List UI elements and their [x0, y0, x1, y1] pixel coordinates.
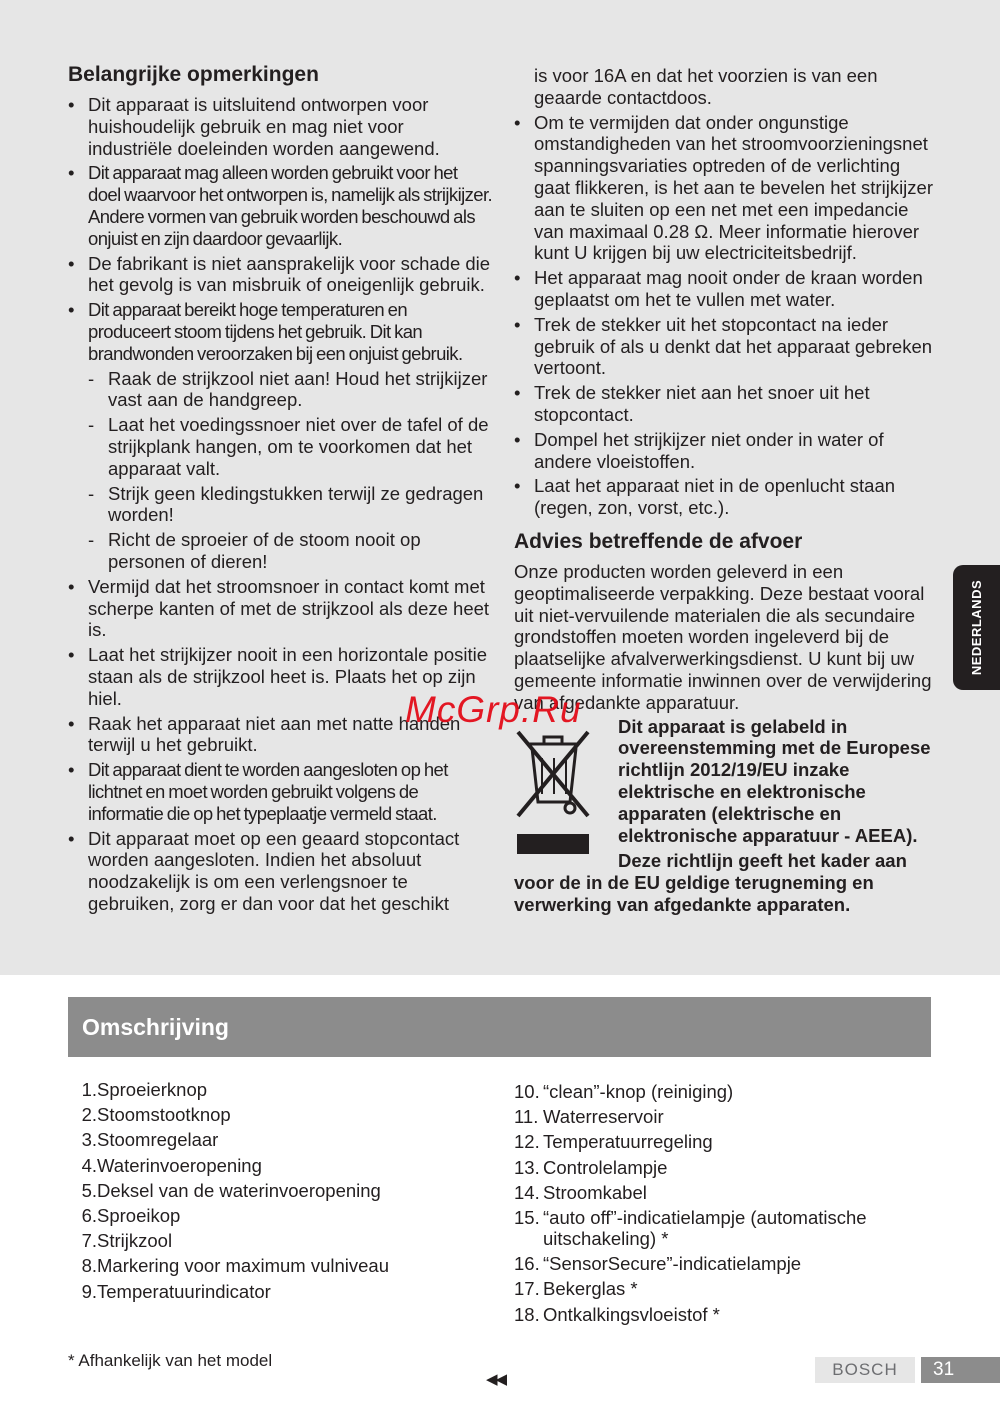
weee-notice [514, 716, 939, 916]
parts-list-right [514, 1081, 934, 1329]
list-item: 4. Waterinvoeropening [81, 1154, 262, 1176]
important-notes-heading: Belangrijke opmerkingen [68, 63, 319, 86]
important-notes-list-continued [68, 576, 493, 915]
list-item: 17. Bekerglas * [514, 1278, 638, 1300]
weee-label-text: Dit apparaat is gelabeld in overeenstemming met de Europese richtlijn 2012/19/EU inzake elektrische en elektronische apparaten (elektrische en elektronische apparatuur - AEEA). [618, 715, 931, 846]
list-item: 8. Markering voor maximum vulniveau [81, 1255, 389, 1277]
list-item: 7. Strijkzool [81, 1230, 173, 1252]
weee-closing-line-1: Deze richtlijn geeft het kader aan [618, 850, 907, 872]
list-item: 2. Stoomstootknop [81, 1104, 231, 1126]
list-item: 11. Waterreservoir [514, 1106, 664, 1128]
list-item: • Dompel het strijkijzer niet onder in water of andere vloeistoffen. [514, 429, 939, 473]
sub-list-item: - Raak de strijkzool niet aan! Houd het strijkijzer vast aan de handgreep. [68, 368, 493, 412]
important-notes-list-right [514, 112, 939, 519]
list-item: 15. “auto off”-indicatielampje (automatische uitschakeling) * [514, 1206, 867, 1249]
crossed-out-wheelie-bin-icon [514, 722, 592, 856]
list-item: • Dit apparaat is uitsluitend ontworpen voor huishoudelijk gebruik en mag niet voor industriële doeleinden worden aangewend. [68, 94, 493, 159]
list-item: • Raak het apparaat niet aan met natte handen terwijl u het gebruikt. [68, 713, 493, 757]
list-item-continuation: is voor 16A en dat het voorzien is van een geaarde contactdoos. [534, 65, 878, 108]
important-notes-list [68, 94, 493, 365]
list-item: 6. Sproeikop [81, 1204, 181, 1226]
list-item: 13. Controlelampje [514, 1156, 668, 1178]
previous-page-icon[interactable]: ◀◀ [486, 1371, 506, 1388]
list-item: • De fabrikant is niet aansprakelijk voor schade die het gevolg is van misbruik of oneigenlijk gebruik. [68, 253, 493, 297]
right-column [514, 65, 939, 916]
brand-label: BOSCH [815, 1357, 915, 1383]
list-item: 10. “clean”-knop (reiniging) [514, 1081, 734, 1102]
left-column [68, 62, 493, 918]
sub-list-item: - Laat het voedingssnoer niet over de tafel of de strijkplank hangen, om te voorkomen dat het apparaat valt. [68, 414, 493, 479]
sub-list-item: - Richt de sproeier of de stoom nooit op personen of dieren! [68, 529, 493, 573]
footnote: * Afhankelijk van het model [68, 1351, 273, 1370]
disposal-paragraph: Onze producten worden geleverd in een geoptimaliseerde verpakking. Deze bestaat vooral uit niet-vervuilende materialen die als secundaire grondstoffen moeten worden ingeleverd bij de plaatselijke afvalverwerkingsdienst. U kunt bij uw gemeente informatie inwinnen over de verwijdering van afgedankte apparatuur. [514, 560, 932, 713]
list-item: 1. Sproeierknop [81, 1079, 208, 1100]
list-item: • Het apparaat mag nooit onder de kraan worden geplaatst om het te vullen met water. [514, 267, 939, 311]
disposal-heading: Advies betreffende de afvoer [514, 529, 803, 553]
list-item: 16. “SensorSecure”-indicatielampje [514, 1253, 802, 1275]
list-item: 5. Deksel van de waterinvoeropening [81, 1179, 381, 1201]
section-header [68, 997, 931, 1057]
list-item: 14. Stroomkabel [514, 1181, 647, 1203]
page-number: 31 [921, 1357, 1000, 1383]
language-tab-label: NEDERLANDS [969, 579, 985, 676]
list-item: • Vermijd dat het stroomsnoer in contact komt met scherpe kanten of met de strijkzool als deze heet is. [68, 576, 493, 641]
burn-warning-sublist [68, 368, 493, 573]
list-item: • Om te vermijden dat onder ongunstige omstandigheden van het stroomvoorzieningsnet spanningsvariaties optreden of de verlichting gaat flikkeren, is het aan te bevelen het strijkijzer aan te sluiten op een net met een impedancie van maximaal 0.28 Ω. Meer informatie hierover kunt U krijgen bij uw electriciteitsbedrijf. [514, 112, 939, 265]
list-item: • Laat het strijkijzer nooit in een horizontale positie staan als de strijkzool heet is. Plaats het op zijn hiel. [68, 644, 493, 709]
watermark: McGrp.Ru [405, 689, 582, 730]
list-item: • Laat het apparaat niet in de openlucht staan (regen, zon, vorst, etc.). [514, 475, 939, 519]
section-title: Omschrijving [82, 1014, 229, 1040]
list-item: 3. Stoomregelaar [81, 1129, 219, 1151]
weee-closing-text [514, 850, 939, 915]
parts-list-left [68, 1079, 488, 1306]
list-item: 18. Ontkalkingsvloeistof * [514, 1303, 720, 1325]
list-item: • Dit apparaat moet op een geaard stopcontact worden aangesloten. Indien het absoluut noodzakelijk is om een verlengsnoer te gebruiken, zorg er dan voor dat het geschikt [68, 828, 493, 915]
list-item: 9. Temperatuurindicator [81, 1280, 271, 1302]
list-item: • Dit apparaat mag alleen worden gebruikt voor het doel waarvoor het ontworpen is, namelijk als strijkijzer. Andere vormen van gebruik worden beschouwd als onjuist en zijn daardoor gevaarlijk. [68, 162, 493, 249]
language-tab [953, 565, 1000, 690]
weee-closing-line-2: voor de in de EU geldige terugneming en verwerking van afgedankte apparaten. [514, 872, 874, 915]
list-item: • Trek de stekker niet aan het snoer uit het stopcontact. [514, 382, 939, 426]
list-item: • Dit apparaat bereikt hoge temperaturen en produceert stoom tijdens het gebruik. Dit kan brandwonden veroorzaken bij een onjuist gebruik. [68, 299, 493, 364]
list-item: • Trek de stekker uit het stopcontact na ieder gebruik of als u denkt dat het apparaat gebreken vertoont. [514, 314, 939, 379]
list-item: • Dit apparaat dient te worden aangesloten op het lichtnet en moet worden gebruikt volgens de informatie die op het typeplaatje vermeld staat. [68, 759, 493, 824]
list-item: 12. Temperatuurregeling [514, 1131, 713, 1153]
sub-list-item: - Strijk geen kledingstukken terwijl ze gedragen worden! [68, 483, 493, 527]
